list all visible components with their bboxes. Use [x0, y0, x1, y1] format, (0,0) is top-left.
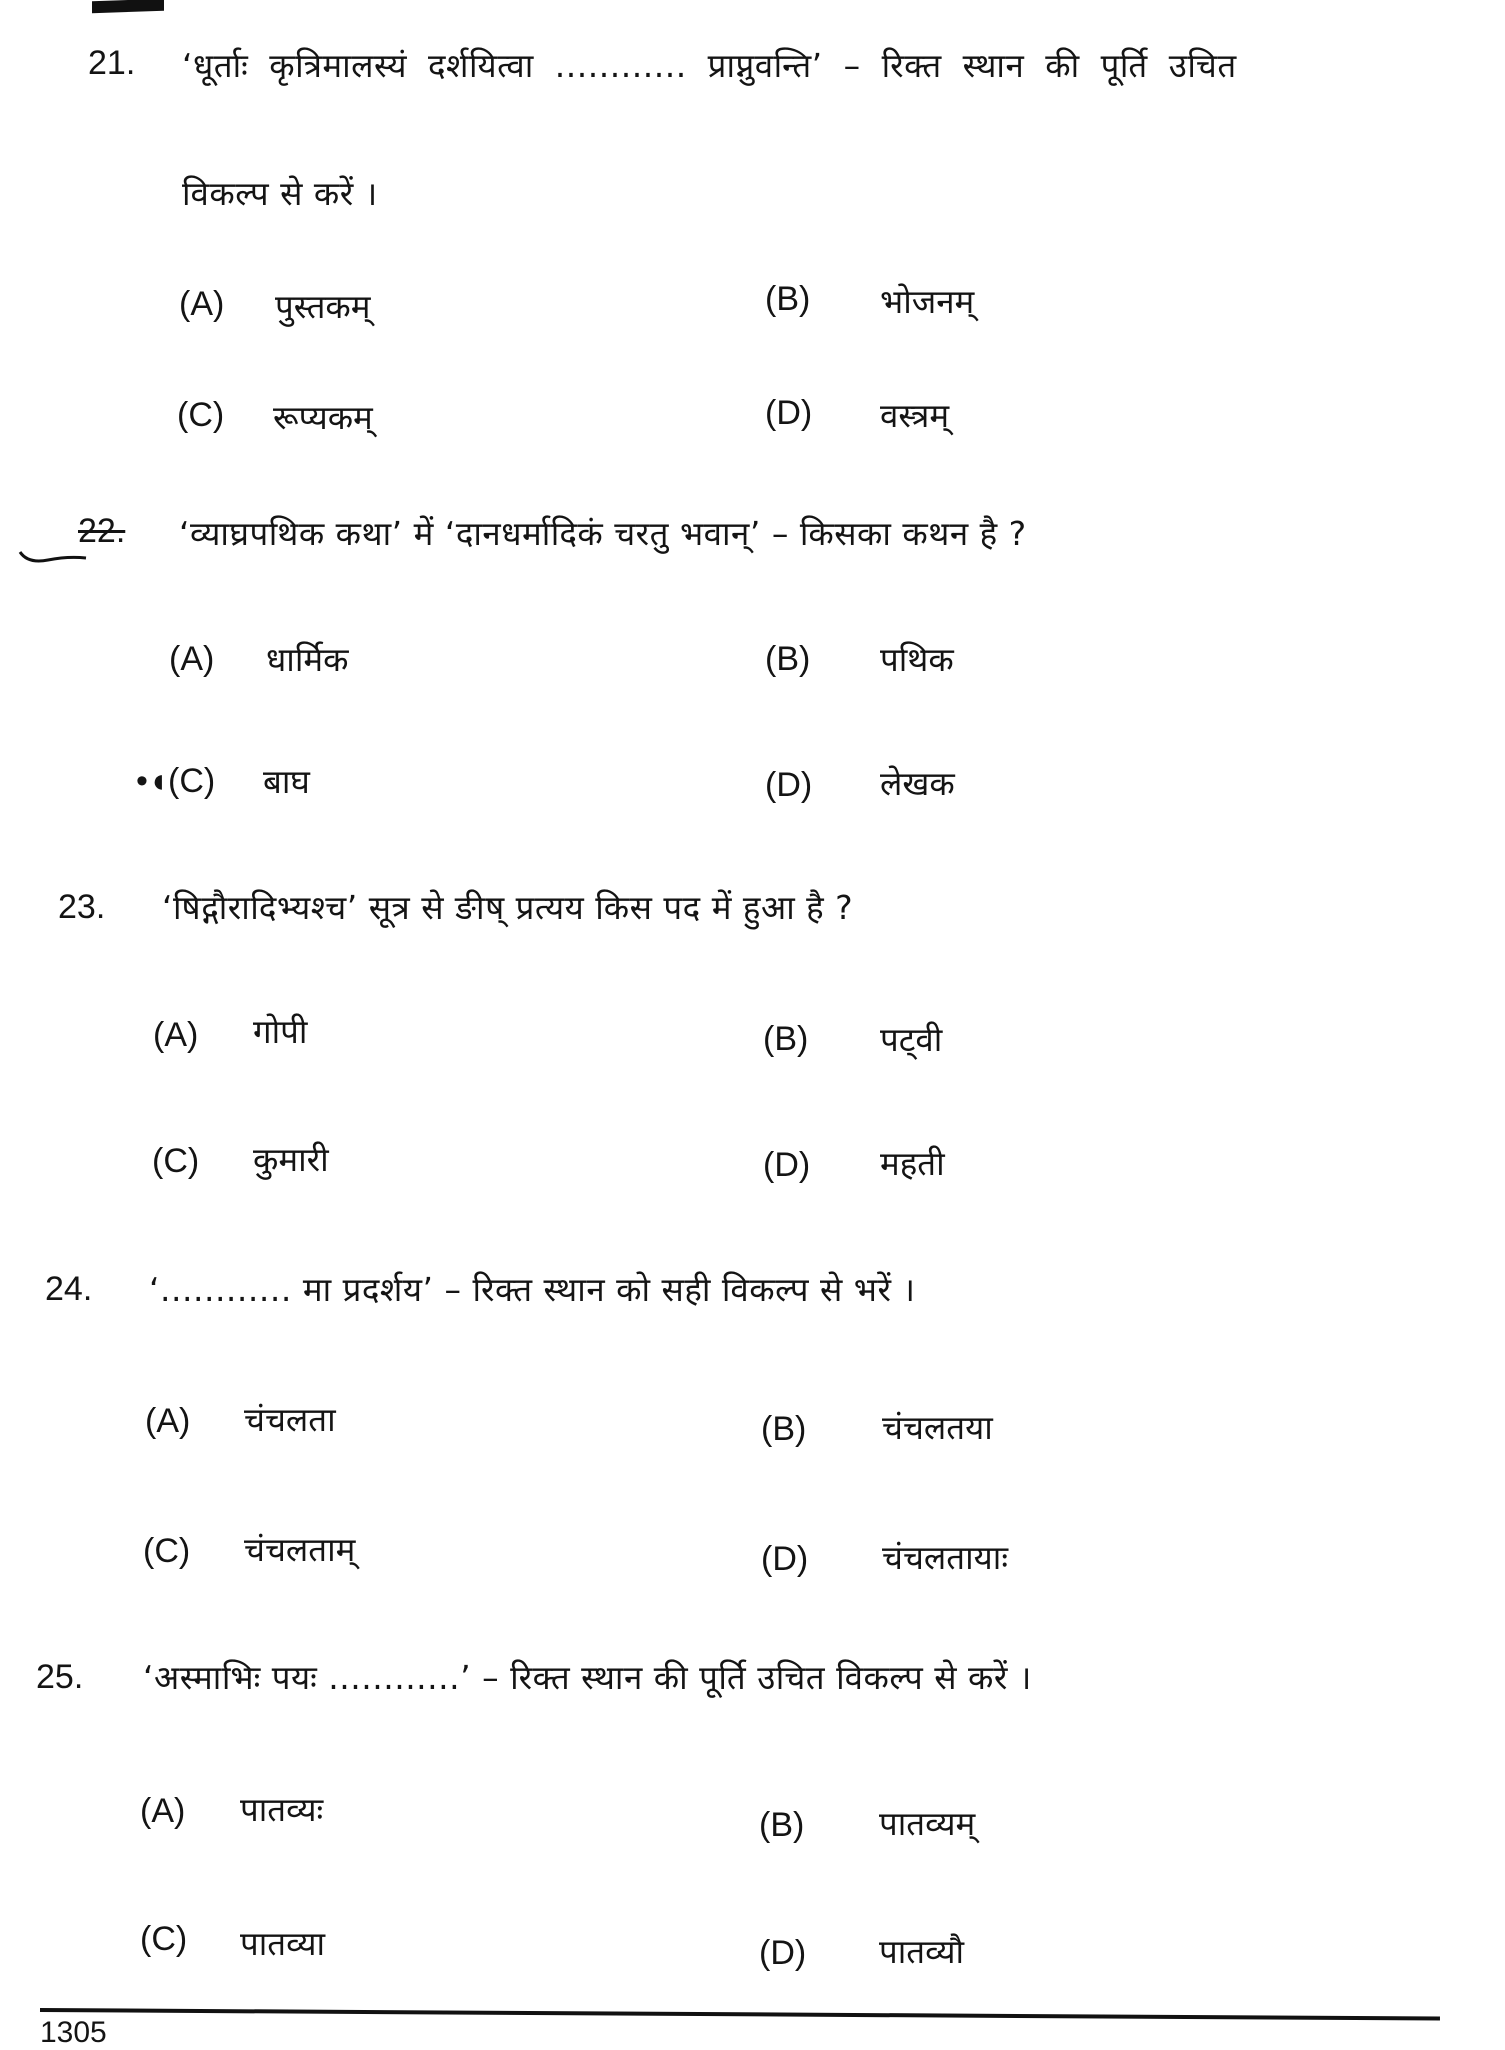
- option-a-text[interactable]: धार्मिक: [266, 640, 349, 679]
- question-text-continued: विकल्प से करें ।: [182, 174, 378, 213]
- option-a-text[interactable]: गोपी: [253, 1012, 308, 1051]
- option-c-label[interactable]: (C): [140, 1920, 188, 1958]
- question-number: 24.: [45, 1270, 93, 1308]
- question-text: ‘व्याघ्रपथिक कथा’ में ‘दानधर्मादिकं चरतु भवान्’ – किसका कथन है ?: [179, 514, 1027, 553]
- question-text: ‘अस्माभिः पयः ............’ – रिक्त स्थान की पूर्ति उचित विकल्प से करें ।: [143, 1658, 1032, 1697]
- option-b-label[interactable]: (B): [765, 280, 811, 318]
- option-d-label[interactable]: (D): [763, 1146, 811, 1184]
- page-code: 1305: [40, 2016, 107, 2049]
- option-d-text[interactable]: पातव्यौ: [879, 1932, 965, 1971]
- option-b-text[interactable]: पातव्यम्: [879, 1804, 976, 1843]
- option-a-text[interactable]: पुस्तकम्: [275, 287, 371, 326]
- option-c-label[interactable]: (C): [168, 762, 216, 800]
- option-a-label[interactable]: (A): [140, 1792, 186, 1830]
- option-d-text[interactable]: वस्त्रम्: [880, 396, 950, 435]
- scan-artifact-bar: [92, 0, 164, 13]
- question-text: ‘षिद्गौरादिभ्यश्च’ सूत्र से ङीष् प्रत्यय किस पद में हुआ है ?: [162, 888, 854, 927]
- option-d-text[interactable]: लेखक: [880, 764, 955, 803]
- answer-mark-icon: •◖: [136, 762, 169, 800]
- option-b-text[interactable]: पथिक: [880, 640, 954, 679]
- option-c-text[interactable]: रूप्यकम्: [273, 398, 373, 437]
- option-c-text[interactable]: चंचलताम्: [244, 1530, 356, 1569]
- question-number: 22.: [78, 512, 126, 550]
- option-c-label[interactable]: (C): [152, 1142, 200, 1180]
- option-b-text[interactable]: पट्वी: [880, 1020, 943, 1059]
- option-b-label[interactable]: (B): [761, 1410, 807, 1448]
- option-a-label[interactable]: (A): [145, 1402, 191, 1440]
- option-a-text[interactable]: चंचलता: [244, 1400, 336, 1439]
- option-d-label[interactable]: (D): [761, 1540, 809, 1578]
- option-c-text[interactable]: बाघ: [263, 762, 310, 801]
- option-b-text[interactable]: चंचलतया: [882, 1408, 993, 1447]
- option-d-label[interactable]: (D): [765, 766, 813, 804]
- option-c-label[interactable]: (C): [143, 1532, 191, 1570]
- footer-rule: [40, 2008, 1440, 2021]
- question-text: ‘धूर्ताः कृत्रिमालस्यं दर्शयित्वा ............ प्राप्नुवन्ति’ – रिक्त स्थान की पूर्ति उचित: [182, 46, 1237, 85]
- option-d-label[interactable]: (D): [765, 394, 813, 432]
- question-text: ‘............ मा प्रदर्शय’ – रिक्त स्थान को सही विकल्प से भरें ।: [149, 1270, 916, 1309]
- option-d-text[interactable]: चंचलतायाः: [882, 1538, 1008, 1577]
- option-b-label[interactable]: (B): [765, 640, 811, 678]
- option-a-label[interactable]: (A): [179, 285, 225, 323]
- option-c-text[interactable]: कुमारी: [253, 1140, 329, 1179]
- option-d-label[interactable]: (D): [759, 1934, 807, 1972]
- question-number: 25.: [36, 1658, 84, 1696]
- option-c-label[interactable]: (C): [177, 396, 225, 434]
- option-a-label[interactable]: (A): [153, 1016, 199, 1054]
- question-number: 23.: [58, 888, 106, 926]
- option-c-text[interactable]: पातव्या: [240, 1924, 326, 1963]
- option-b-label[interactable]: (B): [763, 1020, 809, 1058]
- question-number: 21.: [88, 44, 136, 82]
- option-d-text[interactable]: महती: [880, 1144, 945, 1183]
- option-a-label[interactable]: (A): [169, 640, 215, 678]
- option-b-text[interactable]: भोजनम्: [880, 282, 975, 321]
- option-b-label[interactable]: (B): [759, 1806, 805, 1844]
- option-a-text[interactable]: पातव्यः: [240, 1790, 324, 1829]
